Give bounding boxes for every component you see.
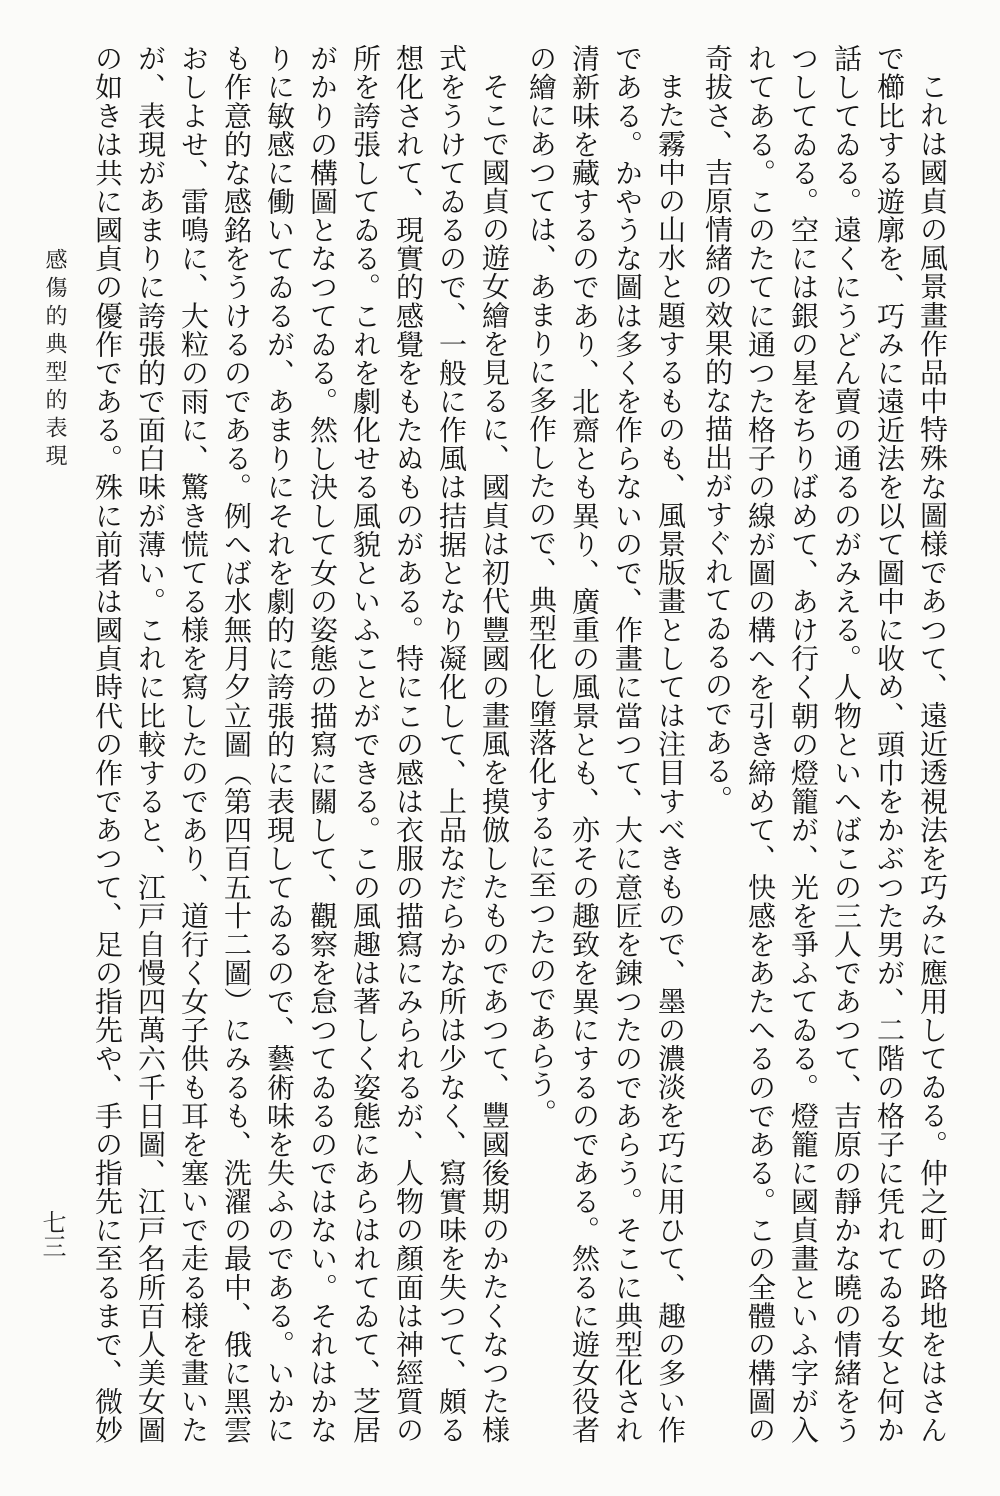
- body-text-block: [84, 44, 954, 1444]
- page-number: 七三: [38, 1210, 66, 1258]
- paragraph-2: また霧中の山水と題するものも、風景版畫としては注目すべきもので、墨の濃淡を巧に用ひて、趣の多い作である。かやうな圖は多くを作らないので、作畫に當つて、大に意匠を錬つたのであらう。そこに典型化され清新味を藏するのであり、北齋とも異り、廣重の風景とも、亦その趣致を異にするのである。然るに遊女役者の繪にあつては、あまりに多作したので、典型化し墮落化するに至つたのであらう。: [525, 44, 687, 1444]
- running-head: 感傷的典型的表現: [42, 248, 67, 472]
- paragraph-1: これは國貞の風景畫作品中特殊な圖様であつて、遠近透視法を巧みに應用してゐる。仲之町の路地をはさんで櫛比する遊廓を、巧みに遠近法を以て圖中に收め、頭巾をかぶつた男が、二階の格子に凭れてゐる女と何か話してゐる。遠くにうどん賣の通るのがみえる。人物といへばこの三人であつて、吉原の靜かな曉の情緒をうつしてゐる。空には銀の星をちりばめて、あけ行く朝の燈籠が、光を爭ふてゐる。燈籠に國貞畫といふ字が入れてある。このたてに通つた格子の線が圖の構へを引き締めて、快感をあたへるのである。この全體の構圖の奇拔さ、吉原情緒の效果的な描出がすぐれてゐるのである。: [701, 44, 949, 1444]
- paragraph-3: そこで國貞の遊女繪を見るに、國貞は初代豐國の畫風を摸倣したものであつて、豐國後期のかたくなつた様式をうけてゐるので、一般に作風は拮据となり凝化して、上品なだらかな所は少なく、寫實味を失つて、頗る想化されて、現實的感覺をもたぬものがある。特にこの感は衣服の描寫にみられるが、人物の顏面は神經質の所を誇張してゐる。これを劇化せる風貌といふことができる。この風趣は著しく姿態にあらはれてゐて、芝居がかりの構圖となつてゐる。然し決して女の姿態の描寫に關して、觀察を怠つてゐるのではない。それはかなりに敏感に働いてゐるが、あまりにそれを劇的に誇張的に表現してゐるので、藝術味を失ふのである。いかにも作意的な感銘をうけるのである。例へば水無月夕立圖（第四百五十二圖）にみるも、洗濯の最中、俄に黑雲おしよせ、雷鳴に、大粒の雨に、驚き慌てる様を寫したのであり、道行く女子供も耳を塞いで走る様を畫いたが、表現があまりに誇張的で面白味が薄い。これに比較すると、江戸自慢四萬六千日圖、江戸名所百人美女圖の如きは共に國貞の優作である。殊に前者は國貞時代の作であつて、足の指先や、手の指先に至るまで、微妙: [91, 44, 511, 1444]
